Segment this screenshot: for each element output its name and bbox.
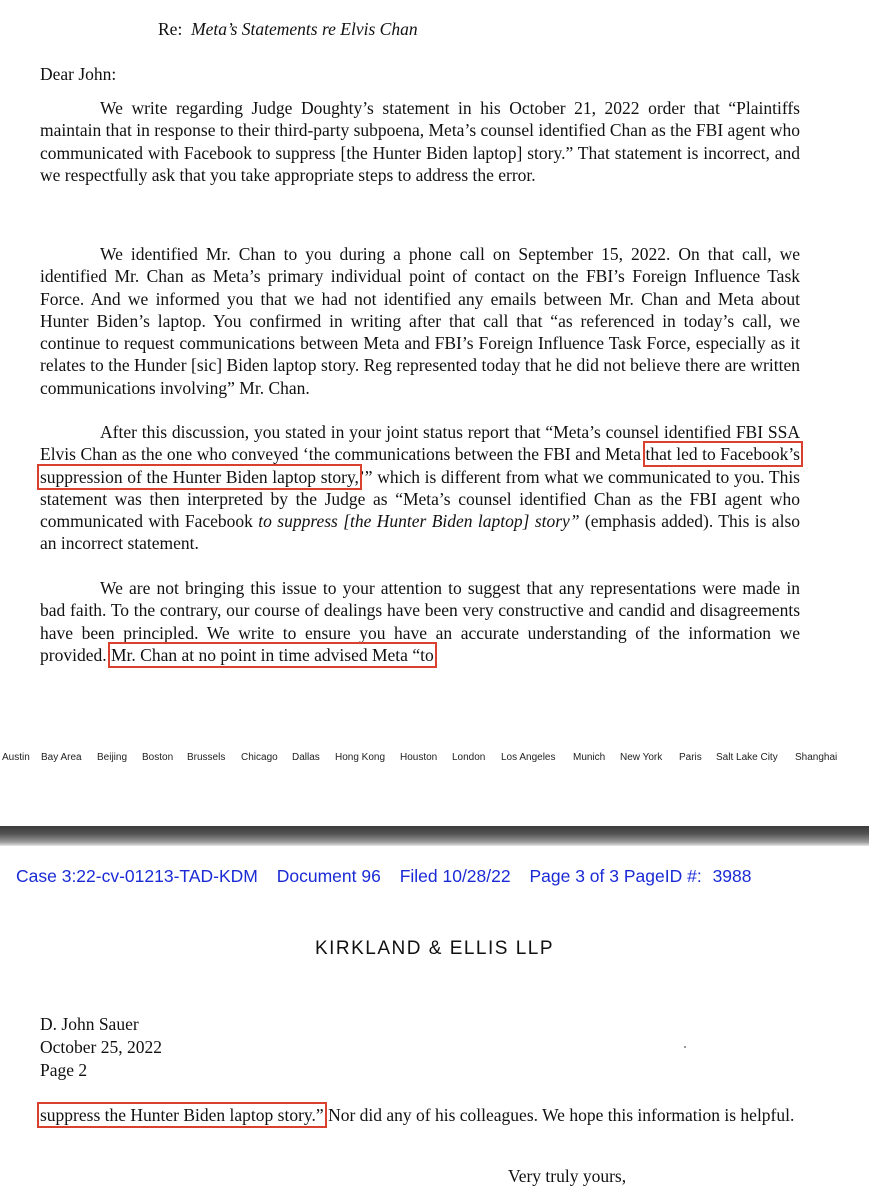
office-location: Hong Kong	[335, 752, 386, 763]
paragraph-4-text: We are not bringing this issue to your attention to suggest that any representations were made in bad faith. To the contrary, our course of dealings have been very constructive and candid and disagreements have been principled. We write to ensure you have an accurate understanding of the information we provided.	[40, 578, 800, 665]
firm-name: KIRKLAND & ELLIS LLP	[314, 938, 555, 959]
paragraph-1: We write regarding Judge Doughty’s statement in his October 21, 2022 order that “Plaintiffs maintain that in response to their third-party subpoena, Meta’s counsel identified Chan as the FBI agent who communicated with Facebook to suppress [the Hunter Biden laptop] story.” That statement is incorrect, and we respectfully ask that you take appropriate steps to address the error.	[40, 98, 800, 185]
page-info: Page 3 of 3 PageID #:	[529, 866, 702, 886]
highlighted-quote-no-advice: Mr. Chan at no point in time advised Meta “to	[110, 644, 434, 665]
scan-speck	[684, 1046, 686, 1048]
office-location: Paris	[679, 752, 702, 763]
office-location: Los Angeles	[501, 752, 556, 763]
office-location: Houston	[400, 752, 438, 763]
paragraph-3-emphasis: to suppress [the Hunter Biden laptop] story”	[258, 511, 580, 532]
office-location: New York	[620, 752, 663, 763]
paragraph-3-text-c: (emphasis added). This is also an incorrect statement.	[40, 511, 801, 554]
paragraph-3-text-b: ’” which is different from what we communicated to you. This statement was then interpreted by the Judge as “Meta’s counsel identified Chan as the FBI agent who communicated with Facebook	[40, 466, 800, 532]
filed-date: Filed 10/28/22	[399, 866, 511, 886]
office-location: London	[452, 752, 486, 763]
letter-page-2	[0, 846, 869, 1200]
re-prefix: Re:	[158, 19, 183, 39]
paragraph-3	[40, 421, 800, 555]
office-location: Salt Lake City	[716, 752, 778, 763]
office-location: Chicago	[241, 752, 278, 763]
re-subject: Meta’s Statements re Elvis Chan	[191, 19, 418, 39]
letter-header-block	[40, 1013, 162, 1082]
page-id: 3988	[712, 866, 752, 886]
office-location: Munich	[573, 752, 606, 763]
highlighted-quote-suppression: that led to Facebook’s suppression of the Hunter Biden laptop story,	[40, 444, 800, 487]
paragraph-2: We identified Mr. Chan to you during a phone call on September 15, 2022. On that call, we identified Mr. Chan as Meta’s primary individual point of contact on the FBI’s Foreign Influence Task Force. And we informed you that we had not identified any emails between Mr. Chan and Meta about Hunter Biden’s laptop. You confirmed in writing after that call that “as referenced in today’s call, we continue to request communications between Meta and FBI’s Foreign Influence Task Force, especially as it relates to the Hunder [sic] Biden laptop story. Reg represented today that he did not believe there are written communications involving” Mr. Chan.	[40, 244, 800, 398]
letter-date: October 25, 2022	[40, 1037, 162, 1057]
closing-text: Nor did any of his colleagues. We hope this information is helpful.	[323, 1105, 795, 1125]
highlighted-quote-continuation: suppress the Hunter Biden laptop story.”	[40, 1105, 324, 1125]
case-header	[16, 866, 766, 887]
office-location: Austin	[2, 752, 30, 763]
salutation: Dear John:	[40, 64, 117, 84]
page-break-divider	[0, 826, 869, 846]
office-location: Boston	[142, 752, 174, 763]
case-number: Case 3:22-cv-01213-TAD-KDM	[16, 866, 258, 886]
page-label: Page 2	[40, 1060, 88, 1080]
document-number: Document 96	[276, 866, 381, 886]
paragraph-4	[40, 577, 800, 666]
re-line	[158, 19, 418, 40]
office-location: Dallas	[292, 752, 320, 763]
paragraph-3-text-a: After this discussion, you stated in your joint status report that “Meta’s counsel identified FBI SSA Elvis Chan as the one who conveyed ‘the communications between the FBI and Meta	[40, 422, 800, 465]
closing-paragraph	[40, 1104, 800, 1126]
office-location: Beijing	[97, 752, 128, 763]
signoff: Very truly yours,	[508, 1166, 627, 1186]
recipient-name: D. John Sauer	[40, 1014, 139, 1034]
office-location: Brussels	[187, 752, 226, 763]
office-location: Shanghai	[795, 752, 838, 763]
office-location: Bay Area	[41, 752, 82, 763]
